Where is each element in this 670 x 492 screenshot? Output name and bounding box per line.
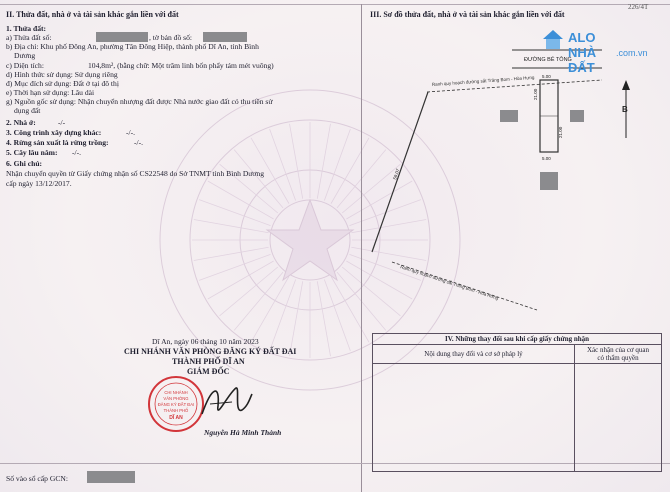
parcel-sketch-map (362, 20, 670, 320)
rail-boundary-bottom-label: Ranh quy hoạch đường sắt Trảng Bom - Hòa Hưng (399, 264, 500, 301)
signer-name: Nguyễn Hà Minh Thành (204, 428, 282, 437)
address-line-1: b) Địa chỉ: Khu phố Đông An, phường Tân Đông Hiệp, thành phố Dĩ An, tỉnh Bình (6, 42, 259, 51)
address-line-2: Dương (14, 51, 36, 60)
seal-line-3: ĐĂNG KÝ ĐẤT ĐAI (157, 402, 195, 407)
emblem-ray (208, 261, 274, 299)
changes-table-title: IV. Những thay đổi sau khi cấp giấy chứng nhận (373, 334, 662, 345)
use-form: d) Hình thức sử dụng: Sử dụng riêng (6, 70, 118, 79)
parcel-number-redaction (96, 32, 148, 42)
rail-boundary-top-label: Ranh quy hoạch đường sắt Trảng Bom - Hòa Hưng (431, 74, 535, 87)
land-parcel-header: 1. Thửa đất: (6, 24, 47, 33)
north-letter: B (622, 105, 628, 114)
planted-forest-value: -/-. (134, 138, 144, 147)
map-sheet-label: , tờ bản đồ số: (149, 33, 193, 42)
emblem-ray (317, 281, 330, 356)
parcel-left-boundary (372, 92, 428, 252)
other-construction-value: -/-. (126, 128, 136, 137)
perennial-trees-value: -/-. (72, 148, 82, 157)
north-arrow (622, 80, 630, 138)
emblem-ray (317, 124, 330, 199)
land-purpose: đ) Mục đích sử dụng: Đất ở tại đô thị (6, 79, 119, 88)
neighbor-redaction-1 (500, 110, 518, 122)
changes-table (372, 333, 662, 472)
neighbor-redaction-3 (540, 172, 558, 190)
changes-col-confirm-line-2: có thẩm quyền (597, 354, 639, 362)
changes-col-confirm (575, 345, 662, 364)
dimension-left: 59.07 (392, 168, 401, 181)
note-line-1: Nhận chuyển quyền từ Giấy chứng nhận số CS22548 do Sở TNMT tỉnh Bình Dương (6, 169, 265, 178)
office-name-line-1: CHI NHÁNH VĂN PHÒNG ĐĂNG KÝ ĐẤT ĐAI (124, 347, 297, 356)
parcel-number-label: a) Thửa đất số: (6, 33, 52, 42)
emblem-ray (199, 254, 270, 280)
notes-header: 6. Ghi chú: (6, 159, 43, 168)
road-label: ĐƯỜNG BÊ TÔNG (524, 57, 572, 63)
area-value: 104,8m², (bằng chữ: Một trăm linh bốn phẩy tám mét vuông) (88, 61, 274, 70)
emblem-ray (270, 129, 296, 200)
emblem-ray (194, 220, 269, 233)
corner-handwritten-note: 226/4T (628, 3, 649, 11)
changes-cell-content (373, 364, 575, 472)
emblem-ray (194, 247, 269, 260)
emblem-ray (199, 200, 270, 226)
dimension-bottom: 5.00 (542, 156, 551, 161)
top-border (0, 4, 670, 5)
emblem-ray (208, 181, 274, 219)
seal-line-2: VĂN PHÒNG (163, 396, 189, 401)
house-value: -/- (58, 118, 66, 127)
signature-scribble (196, 380, 256, 424)
use-origin-line-2: dụng đất (14, 106, 41, 115)
watermark-brand: ALO NHÀ ĐẤT (568, 30, 597, 75)
watermark-domain: .com.vn (616, 48, 648, 58)
use-origin-line-1: g) Nguồn gốc sử dụng: Nhận chuyển nhượng đất được Nhà nước giao đất có thu tiền sử (6, 97, 273, 106)
house-header: 2. Nhà ở: (6, 118, 36, 127)
office-name-line-2: THÀNH PHỐ DĨ AN (172, 357, 245, 366)
dimension-side-1: 21.00 (533, 88, 538, 100)
emblem-ray (324, 279, 350, 350)
seal-line-5: DĨ AN (169, 415, 183, 421)
changes-col-content: Nội dung thay đổi và cơ sở pháp lý (373, 345, 575, 364)
director-title: GIÁM ĐỐC (187, 367, 230, 376)
section-iii-heading: III. Sơ đồ thửa đất, nhà ở và tài sản khác gắn liền với đất (370, 10, 565, 19)
changes-cell-confirm (575, 364, 662, 472)
gcn-number-redaction (87, 471, 135, 483)
neighbor-redaction-2 (570, 110, 584, 122)
dimension-top: 5.00 (542, 74, 551, 79)
other-construction-header: 3. Công trình xây dựng khác: (6, 128, 102, 137)
emblem-ray (290, 124, 303, 199)
emblem-ray (251, 276, 289, 342)
seal-line-1: CHI NHÁNH (164, 390, 188, 395)
gcn-number-label: Số vào sổ cấp GCN: (6, 474, 69, 483)
issue-date: Dĩ An, ngày 06 tháng 10 năm 2023 (152, 337, 259, 346)
emblem-ray (324, 129, 350, 200)
perennial-trees-header: 5. Cây lâu năm: (6, 148, 58, 157)
planted-forest-header: 4. Rừng sản xuất là rừng trồng: (6, 138, 109, 147)
map-sheet-redaction (203, 32, 247, 42)
area-label: c) Diện tích: (6, 61, 44, 70)
emblem-ray (270, 279, 296, 350)
section-ii-heading: II. Thửa đất, nhà ở và tài sản khác gắn liền với đất (6, 10, 179, 19)
house-icon (540, 26, 566, 52)
seal-line-4: THÀNH PHỐ (163, 408, 189, 413)
dimension-side-2: 21.00 (558, 126, 563, 138)
emblem-ray (290, 281, 303, 356)
note-line-2: cấp ngày 13/12/2017. (6, 179, 72, 188)
changes-col-confirm-line-1: Xác nhận của cơ quan (586, 346, 649, 354)
use-term: e) Thời hạn sử dụng: Lâu dài (6, 88, 95, 97)
